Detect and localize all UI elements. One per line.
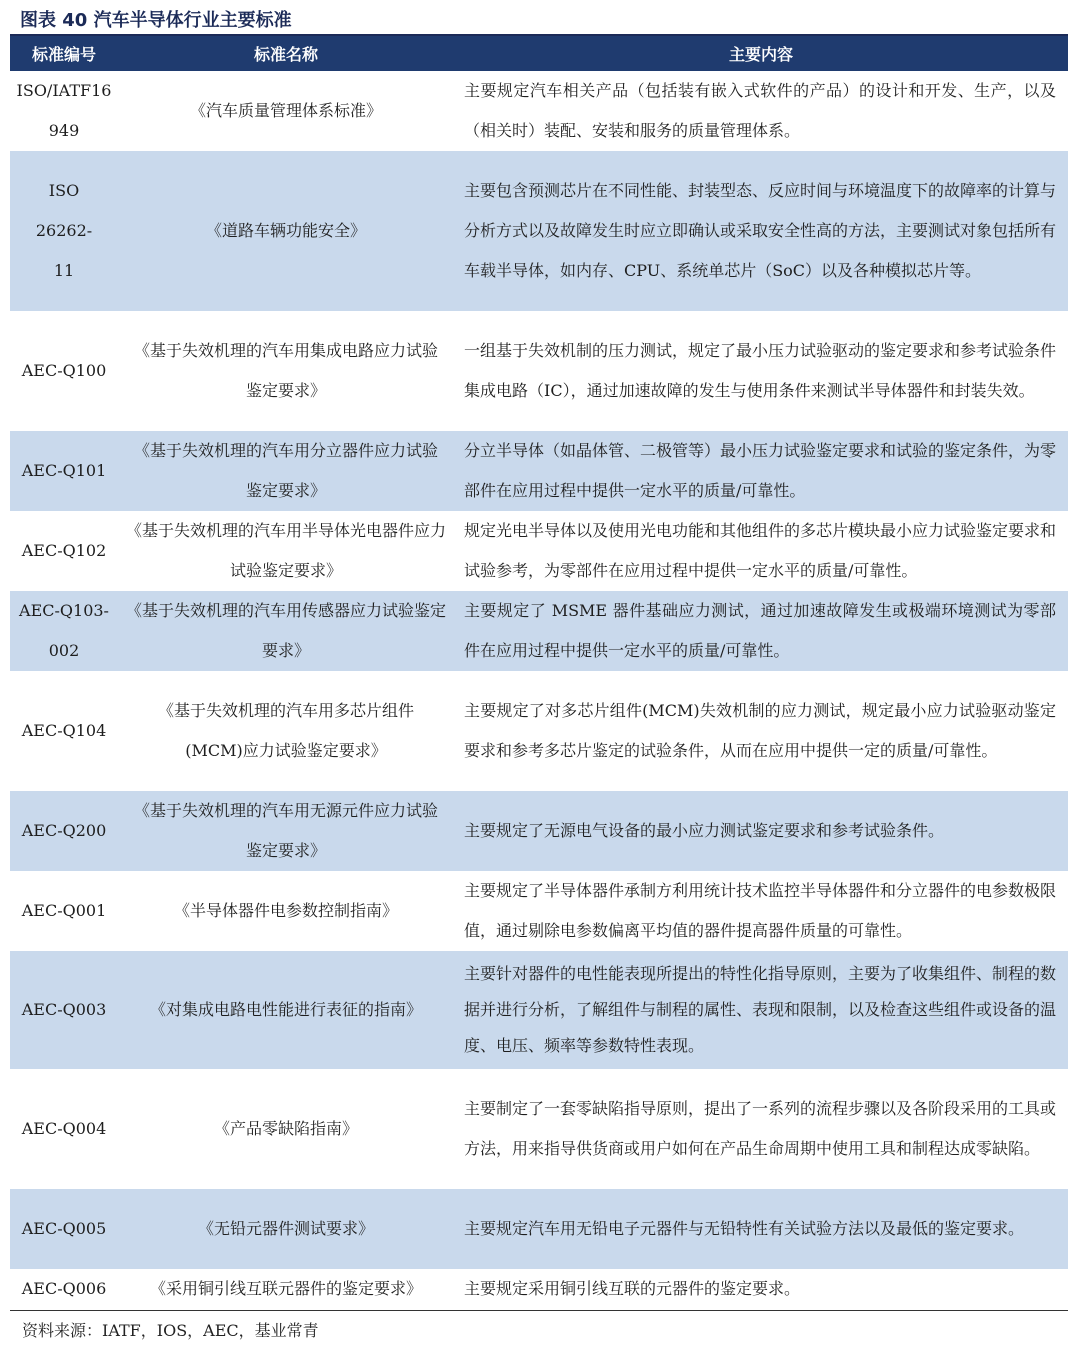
- source-note: 资料来源：IATF，IOS，AEC，基业常青: [22, 1321, 319, 1340]
- row-code: AEC-Q200: [10, 791, 118, 871]
- row-content: 主要规定汽车相关产品（包括装有嵌入式软件的产品）的设计和开发、生产，以及（相关时）装配、安装和服务的质量管理体系。: [464, 81, 1056, 140]
- row-code: AEC-Q101: [10, 431, 118, 511]
- table-row: [10, 71, 1068, 151]
- row-code: AEC-Q001: [21, 901, 107, 920]
- row-code: AEC-Q104: [21, 721, 107, 740]
- row-code: AEC-Q102: [21, 541, 107, 560]
- header-content: 主要内容: [454, 36, 1068, 71]
- row-content: 一组基于失效机制的压力测试，规定了最小压力试验驱动的鉴定要求和参考试验条件集成电路（IC），通过加速故障的发生与使用条件来测试半导体器件和封装失效。: [464, 341, 1057, 400]
- table-row: [10, 151, 1068, 311]
- header-code: 标准编号: [10, 36, 118, 71]
- row-code: ISO 26262-11: [10, 151, 118, 311]
- table-row: [10, 1269, 1068, 1309]
- row-content: 主要包含预测芯片在不同性能、封装型态、反应时间与环境温度下的故障率的计算与分析方式以及故障发生时应立即确认或采取安全性高的方法，主要测试对象包括所有车载半导体，如内存、CPU、系统单芯片（SoC）以及各种模拟芯片等。: [454, 151, 1068, 311]
- row-content: 主要针对器件的电性能表现所提出的特性化指导原则，主要为了收集组件、制程的数据并进行分析，了解组件与制程的属性、表现和限制，以及检查这些组件或设备的温度、电压、频率等参数特性表现。: [454, 951, 1068, 1069]
- row-name: 《对集成电路电性能进行表征的指南》: [118, 951, 454, 1069]
- row-content: 主要制定了一套零缺陷指导原则，提出了一系列的流程步骤以及各阶段采用的工具或方法，用来指导供货商或用户如何在产品生命周期中使用工具和制程达成零缺陷。: [464, 1099, 1057, 1158]
- figure-title: 图表 40 汽车半导体行业主要标准: [20, 10, 292, 31]
- row-code: AEC-Q100: [21, 361, 107, 380]
- row-content: 主要规定了无源电气设备的最小应力测试鉴定要求和参考试验条件。: [454, 791, 1068, 871]
- row-name: 《基于失效机理的汽车用无源元件应力试验鉴定要求》: [118, 791, 454, 871]
- row-name: 《基于失效机理的汽车用传感器应力试验鉴定要求》: [118, 591, 454, 671]
- table-row: [10, 591, 1068, 671]
- standards-table: [10, 36, 1068, 1309]
- row-name: 《基于失效机理的汽车用半导体光电器件应力试验鉴定要求》: [125, 521, 446, 580]
- table-row: [10, 871, 1068, 951]
- row-content: 规定光电半导体以及使用光电功能和其他组件的多芯片模块最小应力试验鉴定要求和试验参考，为零部件在应用过程中提供一定水平的质量/可靠性。: [464, 521, 1057, 580]
- table-row: [10, 671, 1068, 791]
- row-name: 《道路车辆功能安全》: [118, 151, 454, 311]
- table-header-row: [10, 36, 1068, 71]
- row-content: 主要规定采用铜引线互联的元器件的鉴定要求。: [464, 1279, 801, 1298]
- header-name: 标准名称: [118, 36, 454, 71]
- bottom-rule: [10, 1310, 1068, 1311]
- row-content: 主要规定了 MSME 器件基础应力测试，通过加速故障发生或极端环境测试为零部件在应用过程中提供一定水平的质量/可靠性。: [454, 591, 1068, 671]
- row-content: 主要规定了对多芯片组件(MCM)失效机制的应力测试，规定最小应力试验驱动鉴定要求和参考多芯片鉴定的试验条件，从而在应用中提供一定的质量/可靠性。: [464, 701, 1056, 760]
- table-row: [10, 511, 1068, 591]
- row-name: 《采用铜引线互联元器件的鉴定要求》: [149, 1279, 422, 1298]
- row-name: 《无铅元器件测试要求》: [118, 1189, 454, 1269]
- row-code: AEC-Q006: [21, 1279, 107, 1298]
- row-name: 《汽车质量管理体系标准》: [189, 101, 382, 120]
- row-code: ISO/IATF16949: [16, 81, 112, 140]
- row-name: 《基于失效机理的汽车用多芯片组件(MCM)应力试验鉴定要求》: [157, 701, 414, 760]
- row-name: 《基于失效机理的汽车用分立器件应力试验鉴定要求》: [118, 431, 454, 511]
- table-row: [10, 431, 1068, 511]
- row-code: AEC-Q103-002: [10, 591, 118, 671]
- row-code: AEC-Q005: [10, 1189, 118, 1269]
- table-row: [10, 1069, 1068, 1189]
- table-row: [10, 791, 1068, 871]
- row-name: 《半导体器件电参数控制指南》: [173, 901, 398, 920]
- row-code: AEC-Q003: [10, 951, 118, 1069]
- row-content: 主要规定了半导体器件承制方利用统计技术监控半导体器件和分立器件的电参数极限值，通过剔除电参数偏离平均值的器件提高器件质量的可靠性。: [464, 881, 1057, 940]
- table-row: [10, 951, 1068, 1069]
- table-row: [10, 1189, 1068, 1269]
- row-code: AEC-Q004: [21, 1119, 107, 1138]
- row-name: 《基于失效机理的汽车用集成电路应力试验鉴定要求》: [134, 341, 439, 400]
- row-content: 分立半导体（如晶体管、二极管等）最小压力试验鉴定要求和试验的鉴定条件，为零部件在应用过程中提供一定水平的质量/可靠性。: [454, 431, 1068, 511]
- table-row: [10, 311, 1068, 431]
- row-content: 主要规定汽车用无铅电子元器件与无铅特性有关试验方法以及最低的鉴定要求。: [454, 1189, 1068, 1269]
- row-name: 《产品零缺陷指南》: [213, 1119, 358, 1138]
